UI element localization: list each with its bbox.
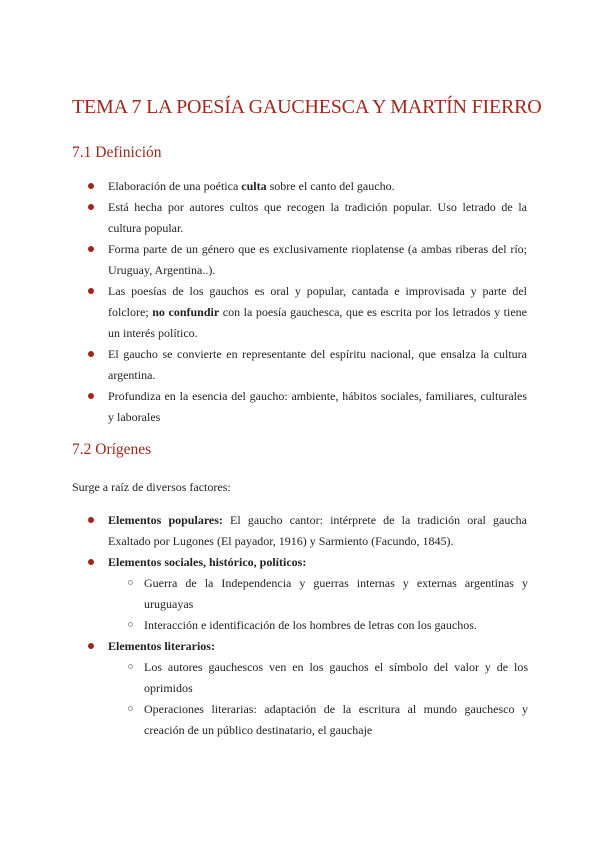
list-item: Las poesías de los gauchos es oral y popular, cantada e improvisada y parte del folclore; no confundir con la poesía gauchesca, que es escrita por los letrados y tiene un interés político. [0, 281, 527, 344]
bullet-icon [88, 643, 94, 649]
list-item: El gaucho se convierte en representante del espíritu nacional, que ensalza la cultura argentina. [0, 344, 527, 386]
list-item: Elementos populares: El gaucho cantor: intérprete de la tradición oral gaucha Exaltado por Lugones (El payador, 1916) y Sarmiento (Facundo, 1845). [0, 510, 527, 552]
list-item: Forma parte de un género que es exclusivamente rioplatense (a ambas riberas del río; Uruguay, Argentina..). [0, 239, 527, 281]
circle-bullet-icon [128, 664, 133, 669]
circle-bullet-icon [128, 580, 133, 585]
origenes-list [0, 510, 600, 741]
list-item: Elementos sociales, histórico, políticos: Guerra de la Independencia y guerras internas y externas argentinas y uruguayas Interacción e identificación de los hombres de letras con los gauchos. [0, 552, 527, 636]
definicion-list [0, 176, 600, 428]
bullet-icon [88, 559, 94, 565]
page-title: TEMA 7 LA POESÍA GAUCHESCA Y MARTÍN FIERRO [72, 96, 542, 118]
section-heading-definicion: 7.1 Definición [72, 144, 162, 161]
list-item: Elaboración de una poética culta sobre el canto del gaucho. [0, 176, 527, 197]
sublist-item: Guerra de la Independencia y guerras internas y externas argentinas y uruguayas [0, 573, 528, 615]
sublist-item: Los autores gauchescos ven en los gauchos el símbolo del valor y de los oprimidos [0, 657, 528, 699]
bullet-icon [88, 393, 94, 399]
section-heading-origenes: 7.2 Orígenes [72, 441, 152, 458]
sublist-item: Operaciones literarias: adaptación de la escritura al mundo gauchesco y creación de un público destinatario, el gauchaje [0, 699, 528, 741]
bullet-icon [88, 351, 94, 357]
list-item: Está hecha por autores cultos que recogen la tradición popular. Uso letrado de la cultura popular. [0, 197, 527, 239]
bullet-icon [88, 204, 94, 210]
sublist [0, 657, 527, 741]
sublist-item: Interacción e identificación de los hombres de letras con los gauchos. [0, 615, 528, 636]
sublist [0, 573, 527, 636]
circle-bullet-icon [128, 622, 133, 627]
circle-bullet-icon [128, 706, 133, 711]
list-item: Elementos literarios: Los autores gauchescos ven en los gauchos el símbolo del valor y de los oprimidos Operaciones literarias: adaptación de la escritura al mundo gauchesco y creación de un público destinatario, el gauchaje [0, 636, 527, 741]
list-item: Profundiza en la esencia del gaucho: ambiente, hábitos sociales, familiares, culturales y laborales [0, 386, 527, 428]
intro-paragraph: Surge a raíz de diversos factores: [72, 480, 231, 494]
bullet-icon [88, 517, 94, 523]
bullet-icon [88, 183, 94, 189]
bullet-icon [88, 288, 94, 294]
bullet-icon [88, 246, 94, 252]
